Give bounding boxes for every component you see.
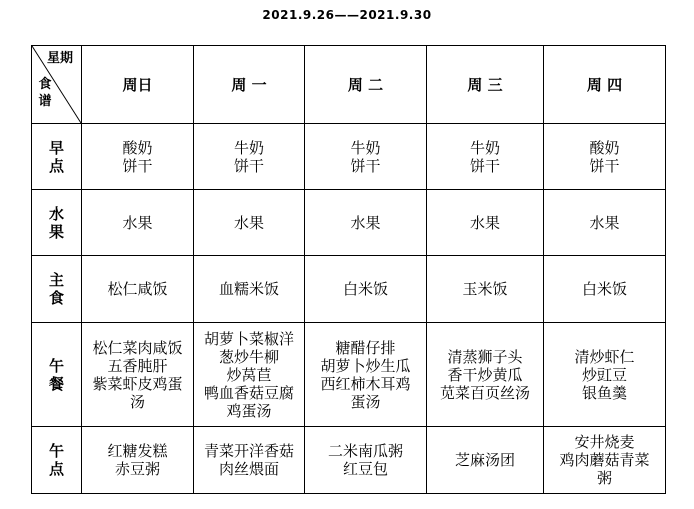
- row-lunch: [32, 323, 666, 427]
- corner-label-menu: 食谱: [38, 77, 52, 109]
- header-row: [32, 46, 666, 124]
- corner-label-weekday: 星期: [46, 51, 73, 66]
- menu-cell: 牛奶 饼干: [305, 124, 427, 190]
- menu-cell: 酸奶 饼干: [82, 124, 194, 190]
- day-header-thursday: 周 四: [544, 46, 666, 124]
- menu-cell: 松仁咸饭: [82, 256, 194, 323]
- row-staple: [32, 256, 666, 323]
- menu-cell: 安井烧麦 鸡肉蘑菇青菜 粥: [544, 427, 666, 494]
- row-afternoon-snack: [32, 427, 666, 494]
- menu-cell: 松仁菜肉咸饭 五香肫肝 紫菜虾皮鸡蛋 汤: [82, 323, 194, 427]
- row-morning-snack: [32, 124, 666, 190]
- row-label-staple: 主食: [48, 271, 64, 307]
- day-header-sunday: 周日: [82, 46, 194, 124]
- day-header-wednesday: 周 三: [427, 46, 544, 124]
- menu-cell: 清蒸狮子头 香干炒黄瓜 苋菜百页丝汤: [427, 323, 544, 427]
- row-label-morning-snack: 早点: [48, 138, 64, 175]
- menu-cell: 水果: [194, 190, 305, 256]
- menu-cell: 胡萝卜菜椒洋 葱炒牛柳 炒莴苣 鸭血香菇豆腐 鸡蛋汤: [194, 323, 305, 427]
- weekly-menu-table: [31, 45, 666, 494]
- row-label-lunch: 午餐: [48, 356, 64, 393]
- menu-cell: 水果: [427, 190, 544, 256]
- date-range-title: 2021.9.26——2021.9.30: [262, 8, 432, 22]
- menu-cell: 清炒虾仁 炒豇豆 银鱼羹: [544, 323, 666, 427]
- corner-header-cell: [32, 46, 82, 124]
- menu-cell: 白米饭: [305, 256, 427, 323]
- menu-cell: 青菜开洋香菇 肉丝煨面: [194, 427, 305, 494]
- menu-cell: 牛奶 饼干: [427, 124, 544, 190]
- day-header-monday: 周 一: [194, 46, 305, 124]
- menu-cell: 糖醋仔排 胡萝卜炒生瓜 西红柿木耳鸡 蛋汤: [305, 323, 427, 427]
- menu-cell: 酸奶 饼干: [544, 124, 666, 190]
- menu-cell: 水果: [544, 190, 666, 256]
- menu-cell: 玉米饭: [427, 256, 544, 323]
- menu-cell: 血糯米饭: [194, 256, 305, 323]
- day-header-tuesday: 周 二: [305, 46, 427, 124]
- menu-cell: 水果: [82, 190, 194, 256]
- menu-cell: 牛奶 饼干: [194, 124, 305, 190]
- menu-cell: 水果: [305, 190, 427, 256]
- menu-cell: 红糖发糕 赤豆粥: [82, 427, 194, 494]
- row-label-afternoon-snack: 午点: [48, 442, 64, 478]
- row-fruit: [32, 190, 666, 256]
- menu-cell: 二米南瓜粥 红豆包: [305, 427, 427, 494]
- menu-cell: 芝麻汤团: [427, 427, 544, 494]
- menu-cell: 白米饭: [544, 256, 666, 323]
- row-label-fruit: 水果: [48, 204, 64, 241]
